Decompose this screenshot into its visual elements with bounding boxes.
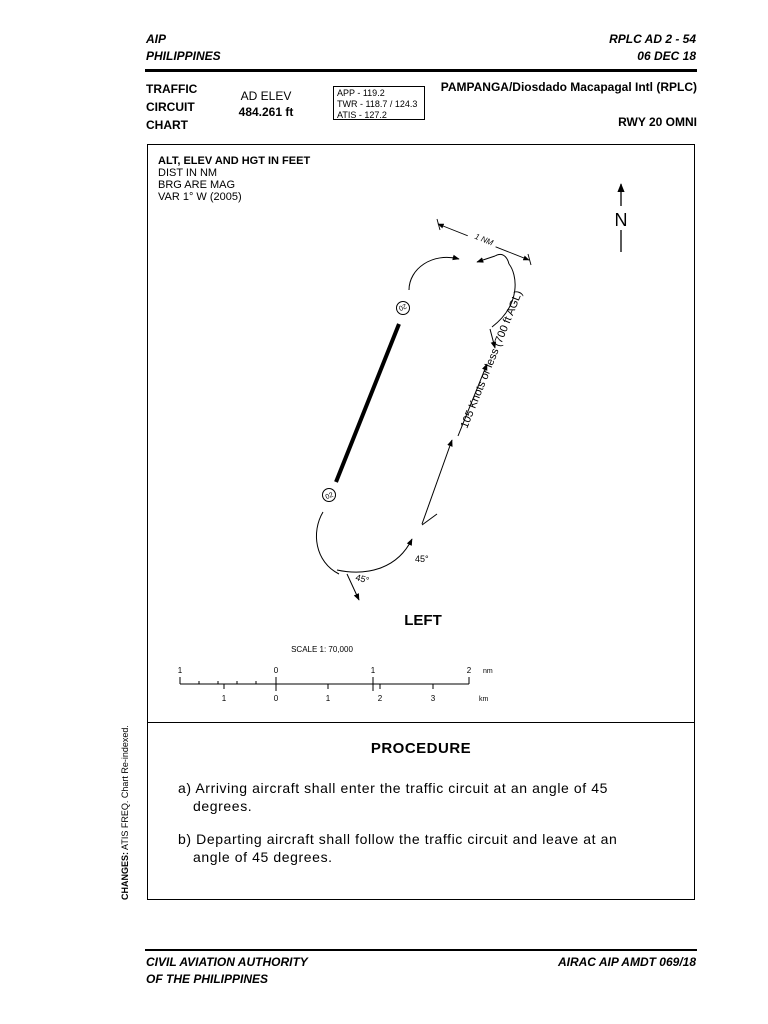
runway-end-02: [323, 489, 336, 502]
nm-unit: nm: [483, 668, 493, 675]
page-header-right: [609, 31, 696, 65]
note-line: BRG ARE MAG: [158, 179, 236, 191]
notes-title: ALT, ELEV AND HGT IN FEET: [158, 155, 311, 167]
header-country: PHILIPPINES: [146, 49, 221, 63]
nm-tick-label: 1: [370, 666, 376, 675]
freq-twr: TWR - 118.7 / 124.3: [337, 99, 418, 109]
footer-authority-line: OF THE PHILIPPINES: [146, 972, 269, 986]
procedure-a-line: degrees.: [193, 798, 253, 814]
one-nm-dimension: [437, 219, 531, 265]
header-date: 06 DEC 18: [637, 49, 696, 63]
footer-authority: [146, 954, 308, 988]
footer-amendment: AIRAC AIP AMDT 069/18: [557, 955, 696, 969]
chart-title-line: CIRCUIT: [146, 100, 195, 114]
angle-arrival: 45°: [415, 554, 429, 564]
base-leg: [422, 440, 452, 524]
north-label: N: [614, 210, 628, 230]
km-tick-label: 1: [221, 694, 227, 703]
traffic-circuit-diagram: [147, 144, 695, 722]
km-tick-label: 1: [325, 694, 331, 703]
footer-rule: [145, 949, 697, 951]
procedure-item-b: [178, 830, 678, 866]
rwy-20-label: 20: [397, 301, 408, 312]
km-unit: km: [479, 696, 489, 703]
angle-departure: 45°: [354, 572, 371, 586]
chart-title: [146, 80, 197, 134]
runway-designation: RWY 20 OMNI: [618, 115, 697, 129]
runway-end-20: [397, 302, 410, 315]
changes-text: ATIS FREQ. Chart Re-indexed.: [120, 725, 130, 850]
header-aip: AIP: [146, 32, 167, 46]
km-tick-label: 2: [377, 694, 383, 703]
scale-label: SCALE 1: 70,000: [291, 645, 353, 654]
turn-arrow: [409, 257, 459, 290]
circuit-direction: LEFT: [404, 612, 442, 629]
final-turn-arrow: [337, 539, 412, 572]
changes-note: [120, 720, 136, 900]
procedure-b-line: angle of 45 degrees.: [193, 849, 333, 865]
note-line: VAR 1° W (2005): [158, 191, 242, 203]
circuit-pattern: [316, 254, 515, 600]
header-rule: [145, 69, 697, 72]
freq-app: APP - 119.2: [337, 88, 385, 98]
procedure-a-line: a) Arriving aircraft shall enter the traffic circuit at an angle of 45: [178, 780, 609, 796]
one-nm-label: 1 NM: [473, 231, 495, 248]
crosswind-arrow: [477, 256, 495, 262]
procedure-title: PROCEDURE: [370, 740, 472, 757]
nm-tick-label: 2: [466, 666, 472, 675]
departure-turn: [316, 512, 339, 574]
ad-elev-label: AD ELEV: [240, 89, 292, 103]
note-line: DIST IN NM: [158, 167, 218, 179]
frequency-box: [333, 86, 425, 120]
header-page-ref: RPLC AD 2 - 54: [609, 32, 696, 46]
runway: [336, 324, 399, 482]
footer-authority-line: CIVIL AVIATION AUTHORITY: [146, 955, 308, 969]
procedure-divider: [147, 722, 695, 723]
km-tick-label: 0: [273, 694, 279, 703]
ad-elevation: [222, 88, 310, 120]
km-tick-label: 3: [430, 694, 436, 703]
downwind-top-segment: [495, 254, 509, 264]
rwy-02-label: 02: [324, 491, 335, 502]
procedure-b-line: b) Departing aircraft shall follow the traffic circuit and leave at an: [178, 831, 618, 847]
km-ticks: [224, 684, 433, 689]
chart-title-line: TRAFFIC: [146, 82, 198, 96]
speed-note: 105 Knots or less (700 ft AGL): [458, 288, 525, 431]
freq-atis: ATIS - 127.2: [337, 110, 387, 120]
procedure-item-a: [178, 779, 678, 815]
scale-bar: [178, 645, 493, 703]
ad-elev-value: 484.261 ft: [238, 105, 294, 119]
arrival-entry-line: [422, 514, 437, 525]
page-header-left: [146, 31, 221, 65]
chart-title-line: CHART: [146, 118, 188, 132]
aerodrome-name: PAMPANGA/Diosdado Macapagal Intl (RPLC): [440, 80, 697, 94]
nm-tick-label: 0: [273, 666, 279, 675]
changes-label: CHANGES:: [120, 851, 130, 900]
north-arrow: [611, 184, 631, 252]
nm-tick-label: 1: [177, 666, 183, 675]
